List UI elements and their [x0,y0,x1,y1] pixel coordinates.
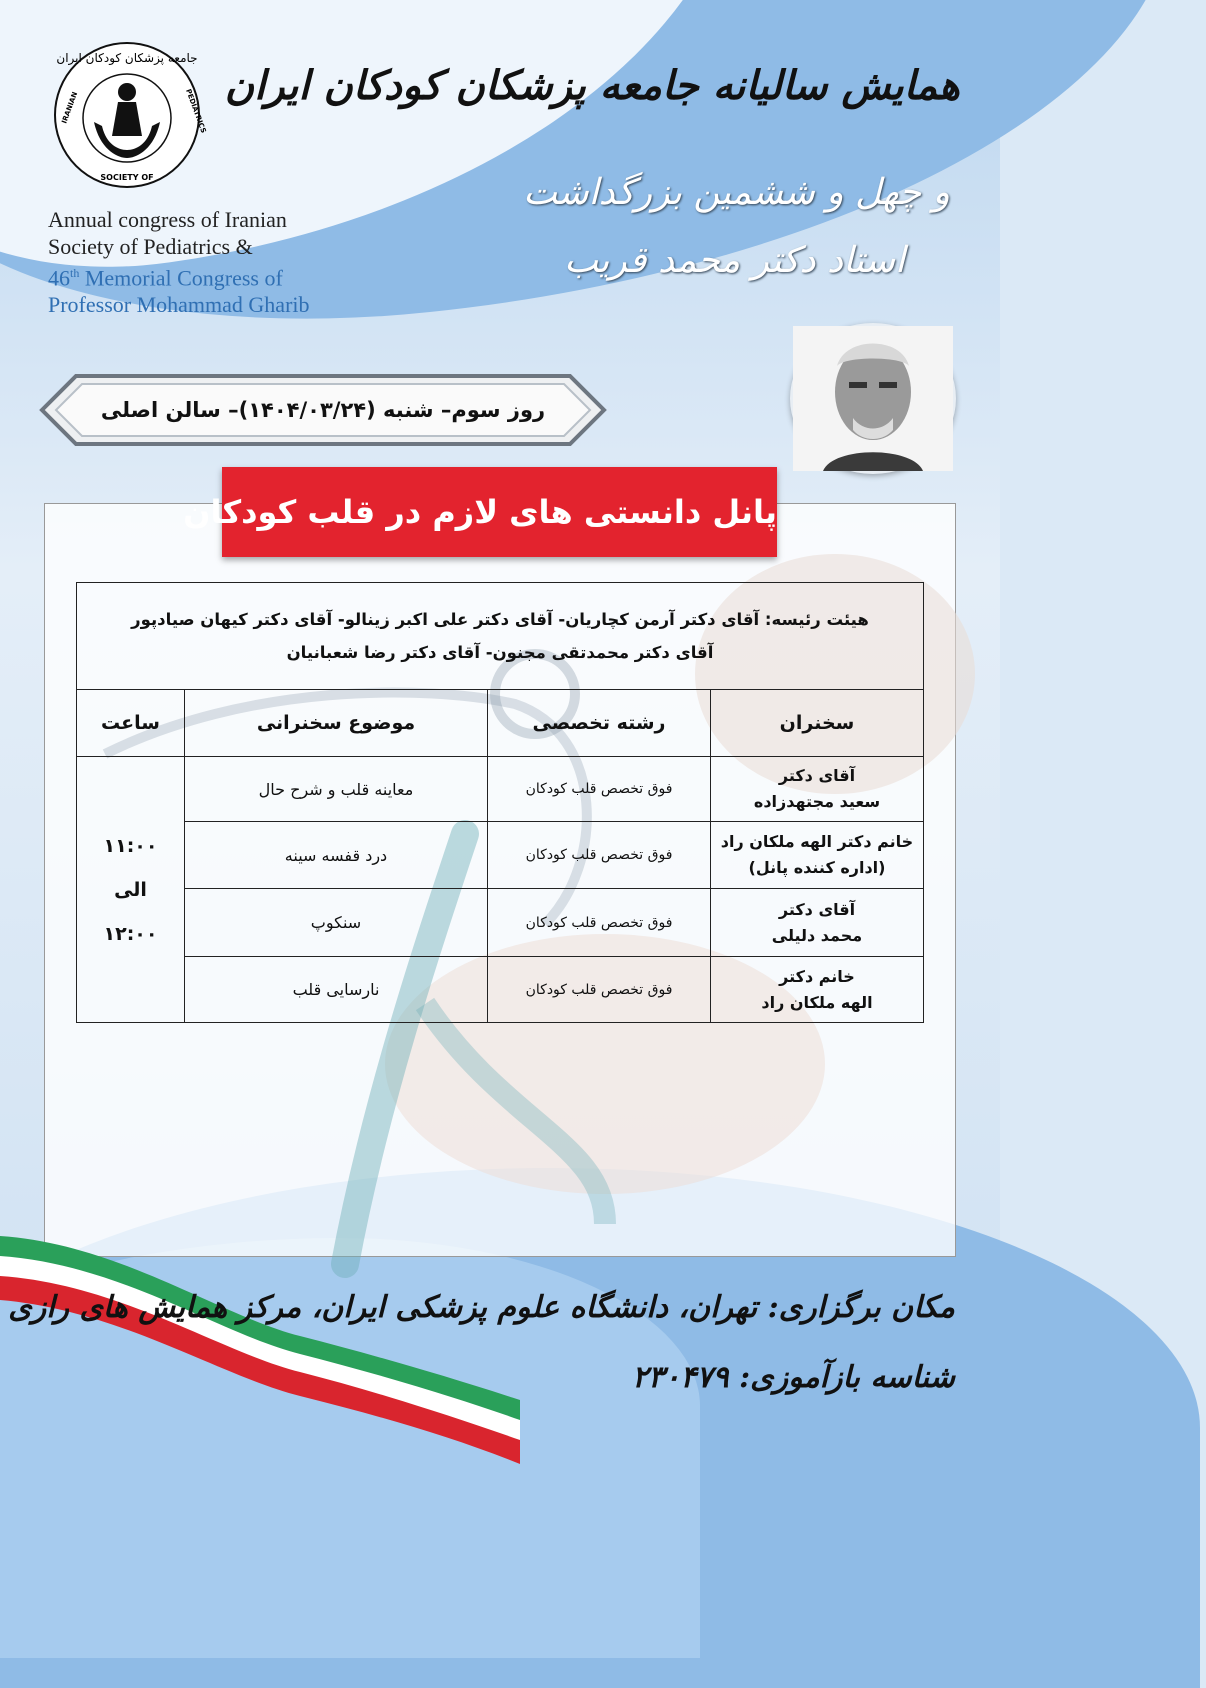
english-line-1: Annual congress of Iranian [48,207,287,232]
english-line-4: Professor Mohammad Gharib [48,292,310,318]
topic-cell: نارسایی قلب [185,957,488,1023]
speaker-line-2: محمد دلیلی [771,925,863,945]
english-line-3 [48,260,378,291]
field-cell: فوق تخصص قلب کودکان [488,757,711,822]
field-cell: فوق تخصص قلب کودکان [488,822,711,889]
speaker-line-2: سعید مجتهدزاده [753,792,881,811]
time-end: ۱۲:۰۰ [103,922,158,945]
speaker-line-1: خانم دکتر [779,966,855,986]
persian-subtitle-line-1: و چهل و ششمین بزرگداشت [523,172,950,213]
time-cell [77,757,185,1023]
persian-main-title: همایش سالیانه جامعه پزشکان کودکان ایران [224,62,960,109]
logo-ring-right-text: PEDIATRICS [184,87,208,135]
english-title-block [48,206,378,318]
professor-portrait [790,323,956,474]
topic-cell: سنکوپ [185,889,488,957]
time-separator: الی [114,878,147,901]
day-banner [38,372,608,448]
speaker-line-1: آقای دکتر [778,766,856,785]
speaker-line-1: خانم دکتر الهه ملکان راد [720,832,914,851]
topic-cell: معاینه قلب و شرح حال [185,757,488,822]
table-row [77,757,924,822]
speaker-cell [711,957,924,1023]
speaker-cell [711,757,924,822]
english-line-2: Society of Pediatrics & [48,234,253,259]
english-line-3-rest: Memorial Congress of [79,265,283,291]
header-field: رشته تخصصی [488,690,711,757]
chair-line-2: آقای دکتر محمدتقی مجنون- آقای دکتر رضا شعبانیان [286,643,714,662]
table-row [77,889,924,957]
speaker-line-2: الهه ملکان راد [761,992,873,1012]
logo-ring-left-text: IRANIAN [60,90,80,125]
speaker-cell [711,822,924,889]
venue-text: مکان برگزاری: تهران، دانشگاه علوم پزشکی ایران، مرکز همایش های رازی [8,1290,955,1325]
logo-ring-bottom-text: SOCIETY OF [100,173,154,182]
portrait-icon [793,326,953,471]
speaker-line-2: (اداره کننده پانل) [748,858,886,877]
header-time: ساعت [77,690,185,757]
english-ordinal-suffix: th [70,266,80,280]
iran-flag-ribbon-icon [0,1250,520,1428]
logo-arc-top-text: جامعه پزشکان کودکان ایران [56,51,198,65]
chair-row [77,583,924,690]
field-cell: فوق تخصص قلب کودکان [488,889,711,957]
field-cell: فوق تخصص قلب کودکان [488,957,711,1023]
chair-line-1: هیئت رئیسه: آقای دکتر آرمن کچاریان- آقای دکتر علی اکبر زینالو- آقای دکتر کیهان صیادپور [131,610,869,629]
panel-title: پانل دانستی های لازم در قلب کودکان [222,467,777,557]
persian-subtitle-line-2: استاد دکتر محمد قریب [564,240,905,281]
speaker-cell [711,889,924,957]
header-speakers: سخنران [711,690,924,757]
topic-cell: درد قفسه سینه [185,822,488,889]
header-topic: موضوع سخنرانی [185,690,488,757]
time-start: ۱۱:۰۰ [103,834,158,857]
english-ordinal-number: 46 [48,265,70,291]
society-of-pediatrics-logo [52,40,208,190]
chair-cell [77,583,924,690]
table-header-row [77,690,924,757]
table-row [77,957,924,1023]
table-row [77,822,924,889]
day-banner-text: روز سوم– شنبه (۱۴۰۴/۰۳/۲۴)– سالن اصلی [100,398,546,422]
speaker-line-1: آقای دکتر [778,899,856,919]
schedule-table [76,582,924,1023]
cme-code-text: شناسه بازآموزی: ۲۳۰۴۷۹ [631,1360,955,1395]
